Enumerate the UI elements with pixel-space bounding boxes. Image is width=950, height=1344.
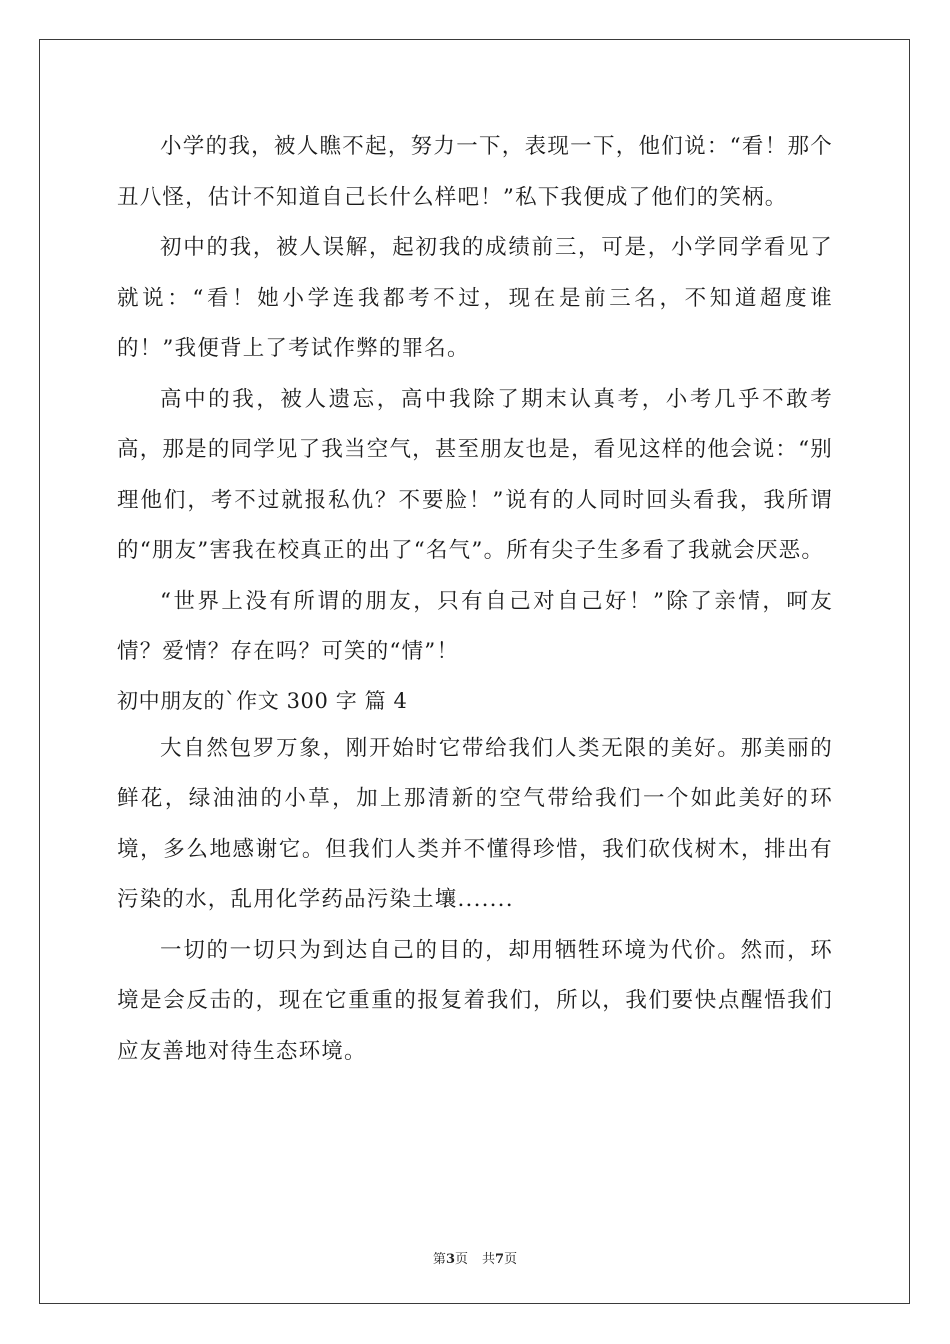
- paragraph-3: 高中的我，被人遗忘，高中我除了期末认真考，小考几乎不敢考高，那是的同学见了我当空气，甚至朋友也是，看见这样的他会说：“别理他们，考不过就报私仇？不要脸！”说有的人同时回头看我，我所谓的“朋友”害我在校真正的出了“名气”。所有尖子生多看了我就会厌恶。: [117, 386, 833, 563]
- footer-total-pages: 7: [495, 1252, 505, 1267]
- footer-page-suffix: 页: [454, 1252, 468, 1267]
- footer-prefix: 第: [432, 1252, 446, 1267]
- paragraph-1: 小学的我，被人瞧不起，努力一下，表现一下，他们说：“看！那个丑八怪，估计不知道自己长什么样吧！”私下我便成了他们的笑柄。: [117, 134, 833, 210]
- footer-total-prefix: 共: [482, 1252, 496, 1267]
- footer-page-number: 3: [445, 1252, 455, 1267]
- paragraph-4: “世界上没有所谓的朋友，只有自己对自己好！”除了亲情，呵友情？爱情？存在吗？可笑的“情”！: [117, 588, 833, 664]
- paragraph-2: 初中的我，被人误解，起初我的成绩前三，可是，小学同学看见了就说：“看！她小学连我都考不过，现在是前三名，不知道超度谁的！”我便背上了考试作弊的罪名。: [117, 235, 833, 361]
- footer-total-suffix: 页: [504, 1252, 518, 1267]
- section-heading: 初中朋友的`作文 300 字 篇 4: [117, 688, 408, 713]
- paragraph-5: 大自然包罗万象，刚开始时它带给我们人类无限的美好。那美丽的鲜花，绿油油的小草，加上那清新的空气带给我们一个如此美好的环境，多么地感谢它。但我们人类并不懂得珍惜，我们砍伐树木，排出有污染的水，乱用化学药品污染土壤.......: [117, 735, 833, 912]
- document-body: [117, 122, 833, 1077]
- paragraph-6: 一切的一切只为到达自己的目的，却用牺牲环境为代价。然而，环境是会反击的，现在它重重的报复着我们，所以，我们要快点醒悟我们应友善地对待生态环境。: [117, 937, 833, 1064]
- page-footer: [0, 1248, 950, 1267]
